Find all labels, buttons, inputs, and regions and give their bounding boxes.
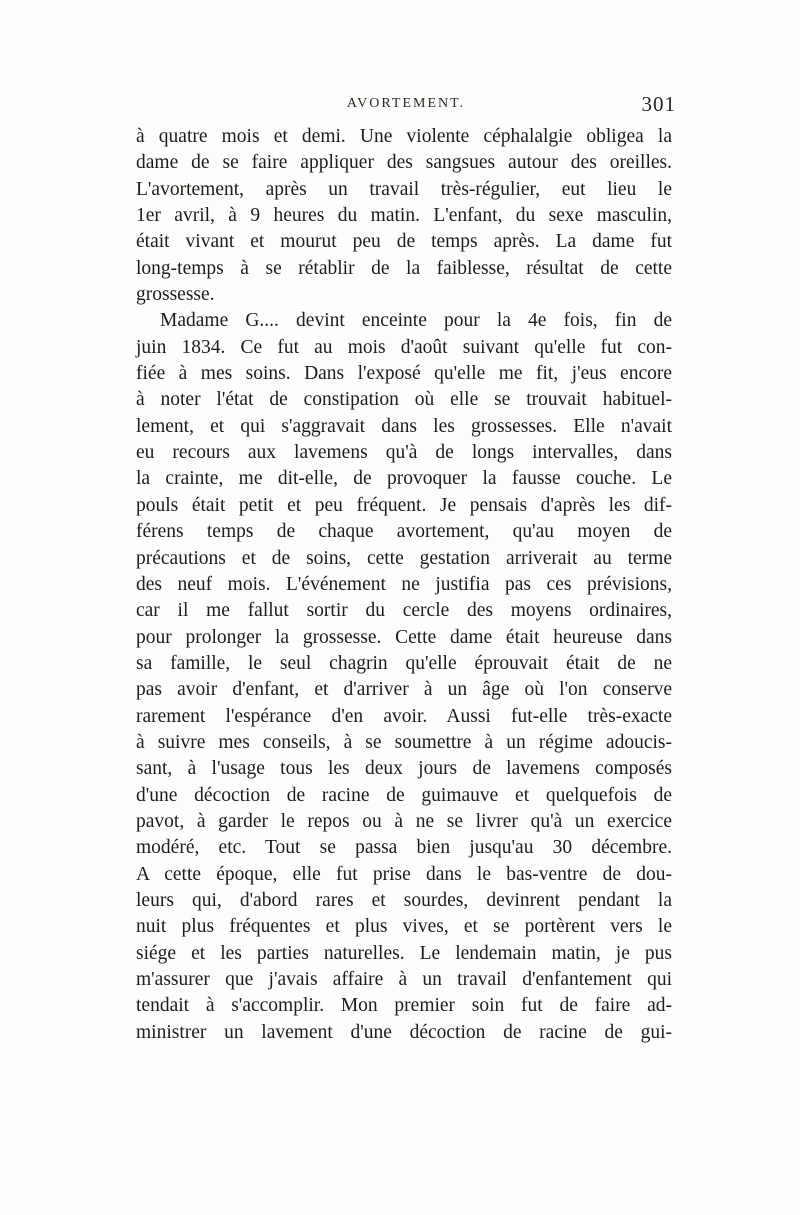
text-line: des neuf mois. L'événement ne justifia pas ces prévisions,: [136, 573, 672, 595]
text-line: fiée à mes soins. Dans l'exposé qu'elle me fit, j'eus encore: [136, 363, 672, 385]
text-line: à noter l'état de constipation où elle se trouvait habituel-: [136, 389, 672, 411]
text-line: A cette époque, elle fut prise dans le bas-ventre de dou-: [136, 863, 672, 885]
text-line: siége et les parties naturelles. Le lendemain matin, je pus: [136, 942, 672, 964]
text-line: rarement l'espérance d'en avoir. Aussi fut-elle très-exacte: [136, 705, 672, 727]
text-line: pas avoir d'enfant, et d'arriver à un âge où l'on conserve: [136, 679, 672, 701]
text-line: long-temps à se rétablir de la faiblesse, résultat de cette: [136, 257, 672, 279]
text-line: précautions et de soins, cette gestation arriverait au terme: [136, 547, 672, 569]
text-line: pouls était petit et peu fréquent. Je pensais d'après les dif-: [136, 494, 672, 516]
text-line: à suivre mes conseils, à se soumettre à un régime adoucis-: [136, 731, 672, 753]
running-head: [136, 92, 676, 122]
text-line: L'avortement, après un travail très-régulier, eut lieu le: [136, 178, 672, 200]
text-line: leurs qui, d'abord rares et sourdes, devinrent pendant la: [136, 889, 672, 911]
text-line: car il me fallut sortir du cercle des moyens ordinaires,: [136, 600, 672, 622]
text-line: sa famille, le seul chagrin qu'elle éprouvait était de ne: [136, 652, 672, 674]
running-title: AVORTEMENT.: [346, 96, 466, 111]
text-line: dame de se faire appliquer des sangsues autour des oreilles.: [136, 152, 672, 174]
text-line: m'assurer que j'avais affaire à un travail d'enfantement qui: [136, 969, 672, 990]
text-line: ministrer un lavement d'une décoction de racine de gui-: [136, 1021, 672, 1043]
text-line: tendait à s'accomplir. Mon premier soin fut de faire ad-: [136, 995, 672, 1017]
text-line: à quatre mois et demi. Une violente céphalalgie obligea la: [136, 126, 672, 147]
text-line: lement, et qui s'aggravait dans les grossesses. Elle n'avait: [136, 415, 672, 437]
text-line: 1er avril, à 9 heures du matin. L'enfant, du sexe masculin,: [136, 205, 672, 227]
text-line: pavot, à garder le repos ou à ne se livrer qu'à un exercice: [136, 810, 672, 832]
text-line: d'une décoction de racine de guimauve et quelquefois de: [136, 784, 672, 806]
text-line: modéré, etc. Tout se passa bien jusqu'au 30 décembre.: [136, 837, 672, 859]
paragraph-end-line: grossesse.: [136, 284, 215, 306]
text-line: sant, à l'usage tous les deux jours de lavemens composés: [136, 758, 672, 780]
page-number: 301: [641, 92, 676, 116]
text-line: juin 1834. Ce fut au mois d'août suivant qu'elle fut con-: [136, 336, 672, 358]
text-line: la crainte, me dit-elle, de provoquer la fausse couche. Le: [136, 468, 672, 490]
text-line: pour prolonger la grossesse. Cette dame était heureuse dans: [136, 626, 672, 648]
text-line: eu recours aux lavemens qu'à de longs intervalles, dans: [136, 442, 672, 464]
paragraph-start-line: Madame G.... devint enceinte pour la 4e fois, fin de: [160, 310, 672, 332]
text-line: férens temps de chaque avortement, qu'au moyen de: [136, 521, 672, 543]
text-line: était vivant et mourut peu de temps après. La dame fut: [136, 231, 672, 253]
body-text: [136, 124, 672, 1046]
text-line: nuit plus fréquentes et plus vives, et se portèrent vers le: [136, 916, 672, 938]
